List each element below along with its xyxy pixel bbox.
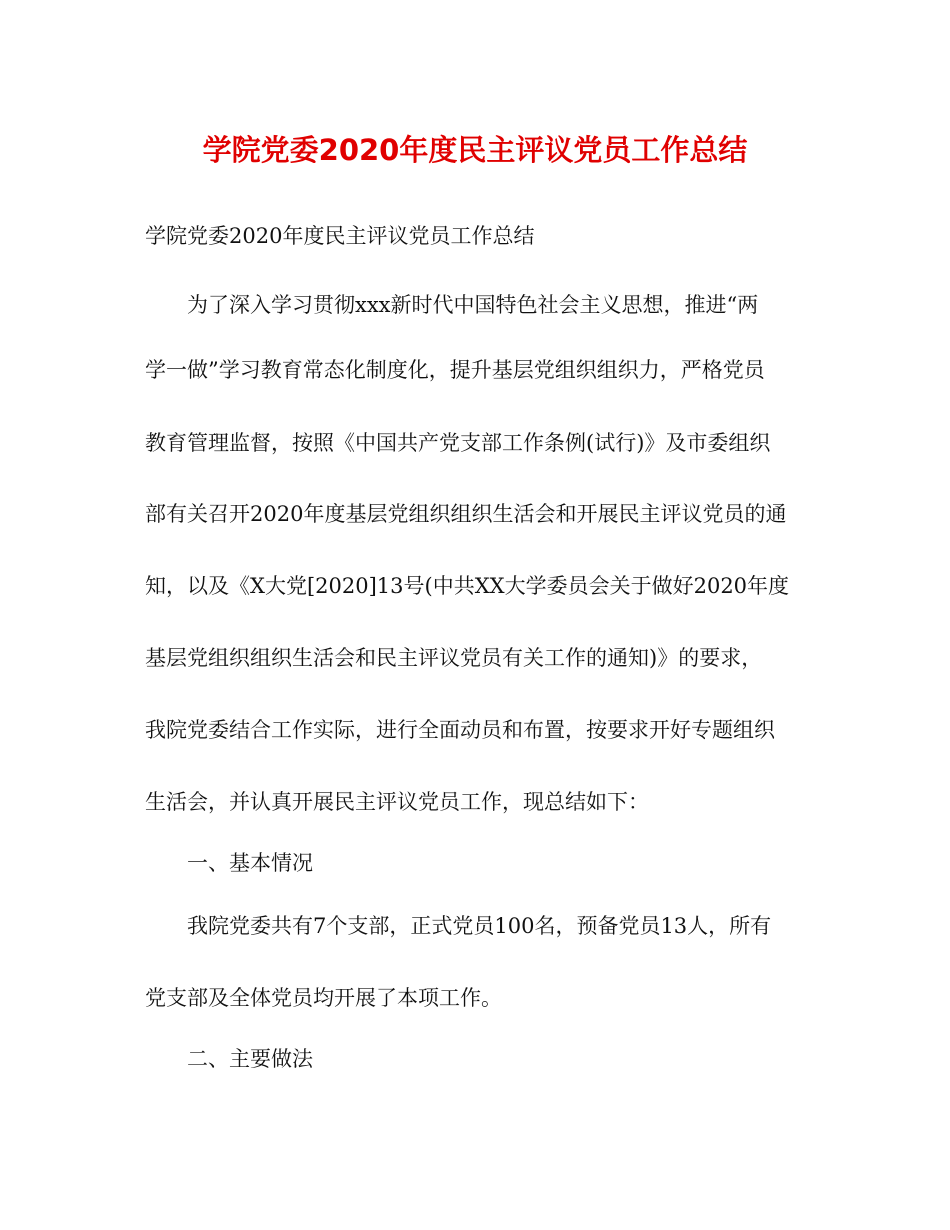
paragraph-line: 知，以及《X大党[2020]13号(中共XX大学委员会关于做好2020年度	[145, 574, 790, 598]
paragraph-line: 教育管理监督，按照《中国共产党支部工作条例(试行)》及市委组织	[145, 431, 771, 455]
paragraph-line: 我院党委共有7个支部，正式党员100名，预备党员13人，所有	[187, 914, 772, 938]
paragraph-line: 我院党委结合工作实际，进行全面动员和布置，按要求开好专题组织	[145, 718, 775, 742]
section-heading: 一、基本情况	[187, 851, 313, 875]
paragraph-line: 部有关召开2020年度基层党组织组织生活会和开展民主评议党员的通	[145, 502, 787, 526]
paragraph-line: 基层党组织组织生活会和民主评议党员有关工作的通知)》的要求，	[145, 646, 763, 670]
paragraph-line: 为了深入学习贯彻xxx新时代中国特色社会主义思想，推进“两	[187, 293, 759, 317]
paragraph-line: 学一做”学习教育常态化制度化，提升基层党组织组织力，严格党员	[145, 358, 765, 382]
section-heading: 二、主要做法	[187, 1047, 313, 1071]
paragraph-line: 生活会，并认真开展民主评议党员工作，现总结如下：	[145, 790, 649, 814]
document-subtitle: 学院党委2020年度民主评议党员工作总结	[145, 224, 535, 248]
document-title: 学院党委2020年度民主评议党员工作总结	[202, 133, 748, 167]
paragraph-line: 党支部及全体党员均开展了本项工作。	[145, 986, 502, 1010]
